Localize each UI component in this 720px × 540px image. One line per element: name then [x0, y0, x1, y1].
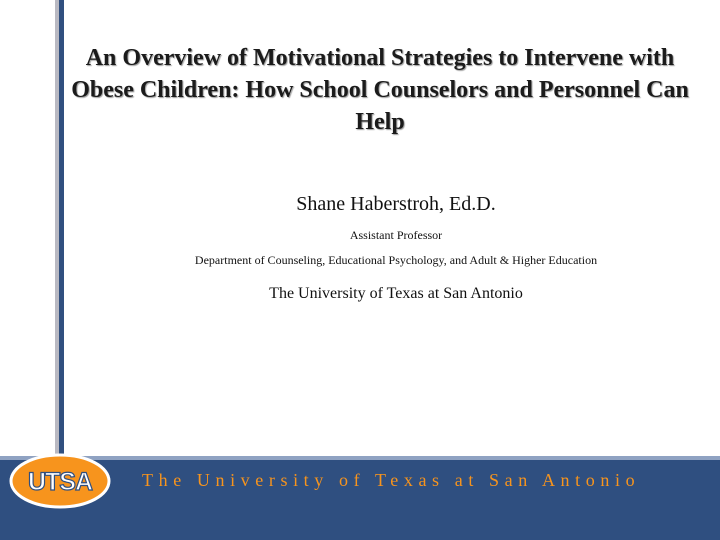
- utsa-logo: [8, 450, 114, 510]
- slide-title: An Overview of Motivational Strategies to Intervene with Obese Children: How School Counselors and Personnel Can Help: [71, 45, 689, 135]
- author-name: Shane Haberstroh, Ed.D.: [296, 193, 496, 215]
- department-name: Department of Counseling, Educational Psychology, and Adult & Higher Education: [194, 253, 598, 267]
- university-name: The University of Texas at San Antonio: [269, 285, 523, 302]
- author-role: Assistant Professor: [349, 228, 443, 242]
- footer-tagline: The University of Texas at San Antonio: [142, 470, 641, 490]
- utsa-logo-text: UTSA: [27, 468, 93, 496]
